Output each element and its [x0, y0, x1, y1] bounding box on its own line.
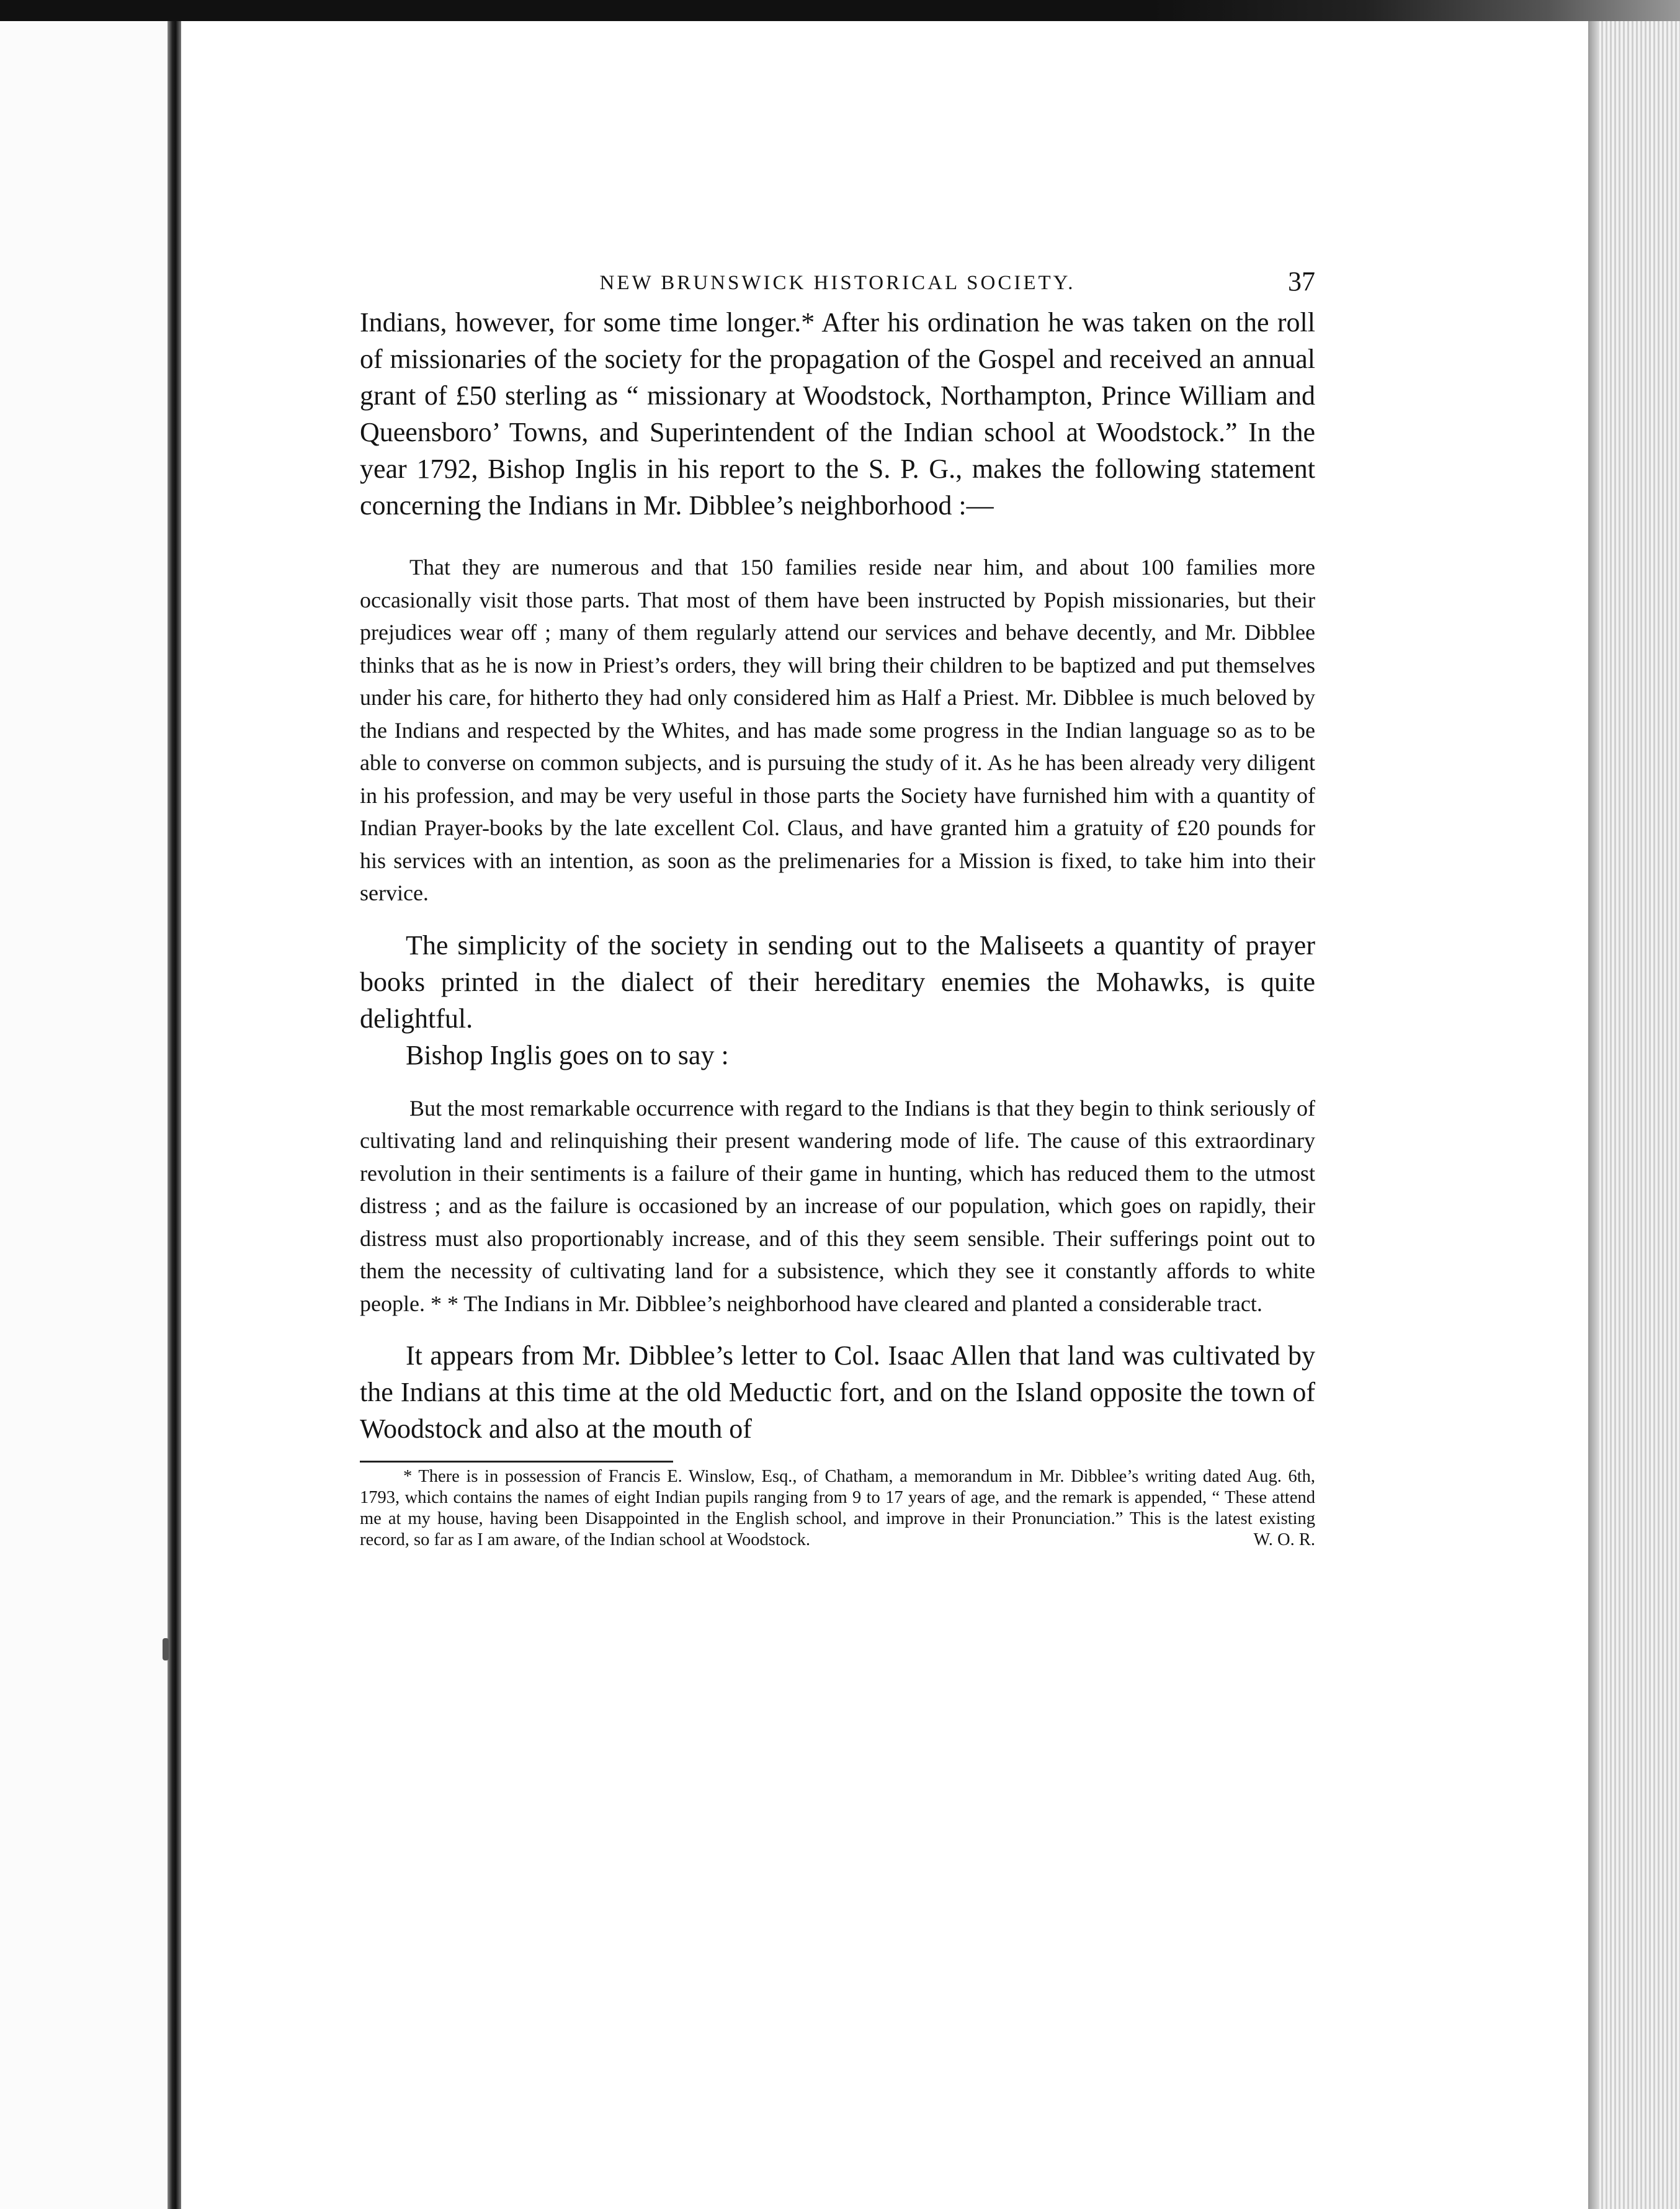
paragraph-2: The simplicity of the society in sending out to the Maliseets a quantity of prayer books printed in the dialect of their hereditary enemies the Mohawks, is quite delightful.: [360, 930, 1315, 1034]
footnote: [360, 1466, 1315, 1551]
paragraph-4: It appears from Mr. Dibblee’s letter to Col. Isaac Allen that land was cultivated by the Indians at this time at the old Meductic fort, and on the Island opposite the town of Woodstock and also at the mouth of: [360, 1340, 1315, 1444]
running-head: [360, 261, 1315, 304]
page-number: 37: [1288, 266, 1315, 297]
block-quote-2: But the most remarkable occurrence with regard to the Indians is that they begin to think seriously of cultivating land and relinquishing their present wandering mode of life. The cause of this extraordinary revolution in their sentiments is a failure of their game in hunting, which has reduced them to the utmost distress ; and as the failure is occasioned by an increase of our population, which goes on rapidly, their distress must also proportionably increase, and of this they seem sensible. Their sufferings point out to them the necessity of cultivating land for a subsistence, which they see it constantly affords to white people. * * The Indians in Mr. Dibblee’s neighborhood have cleared and planted a considerable tract.: [360, 1095, 1315, 1316]
binding-gutter: [168, 21, 181, 2209]
page-stack-edge: [1588, 21, 1680, 2209]
gutter-mark: [163, 1638, 169, 1660]
scan-border-top: [0, 0, 1680, 21]
facing-page-edge: [0, 21, 168, 2209]
book-page: [360, 261, 1315, 1551]
footnote-signature: W. O. R.: [1253, 1530, 1315, 1549]
paragraph-3: Bishop Inglis goes on to say :: [406, 1039, 729, 1070]
footnote-text: * There is in possession of Francis E. Winslow, Esq., of Chatham, a memorandum in Mr. Dibblee’s writing dated Aug. 6th, 1793, which contains the names of eight Indian pupils ranging from 9 to 17 years of age, and the remark is appended, “ These attend me at my house, having been Disappointed in the English school, and improve in their Pronunciation.” This is the latest existing record, so far as I am aware, of the Indian school at Woodstock.: [360, 1467, 1315, 1549]
running-head-title: NEW BRUNSWICK HISTORICAL SOCIETY.: [599, 272, 1076, 294]
paragraph-1: Indians, however, for some time longer.* After his ordination he was taken on the roll of missionaries of the society for the propagation of the Gospel and received an annual grant of £50 sterling as “ missionary at Woodstock, Northampton, Prince William and Queensboro’ Towns, and Superintendent of the Indian school at Woodstock.” In the year 1792, Bishop Inglis in his report to the S. P. G., makes the following statement concerning the Indians in Mr. Dibblee’s neighborhood :—: [360, 307, 1315, 521]
footnote-rule: [360, 1461, 673, 1463]
block-quote-1: That they are numerous and that 150 families reside near him, and about 100 families more occasionally visit those parts. That most of them have been instructed by Popish missionaries, but their prejudices wear off ; many of them regularly attend our services and behave decently, and Mr. Dibblee thinks that as he is now in Priest’s orders, they will bring their children to be baptized and put themselves under his care, for hitherto they had only considered him as Half a Priest. Mr. Dibblee is much beloved by the Indians and respected by the Whites, and has made some progress in the Indian language so as to be able to converse on common subjects, and is pursuing the study of it. As he has been already very diligent in his profession, and may be very useful in those parts the Society have furnished him with a quantity of Indian Prayer-books by the late excellent Col. Claus, and have granted him a gratuity of £20 pounds for his services with an intention, as soon as the prelimenaries for a Mission is fixed, to take him into their service.: [360, 555, 1315, 905]
